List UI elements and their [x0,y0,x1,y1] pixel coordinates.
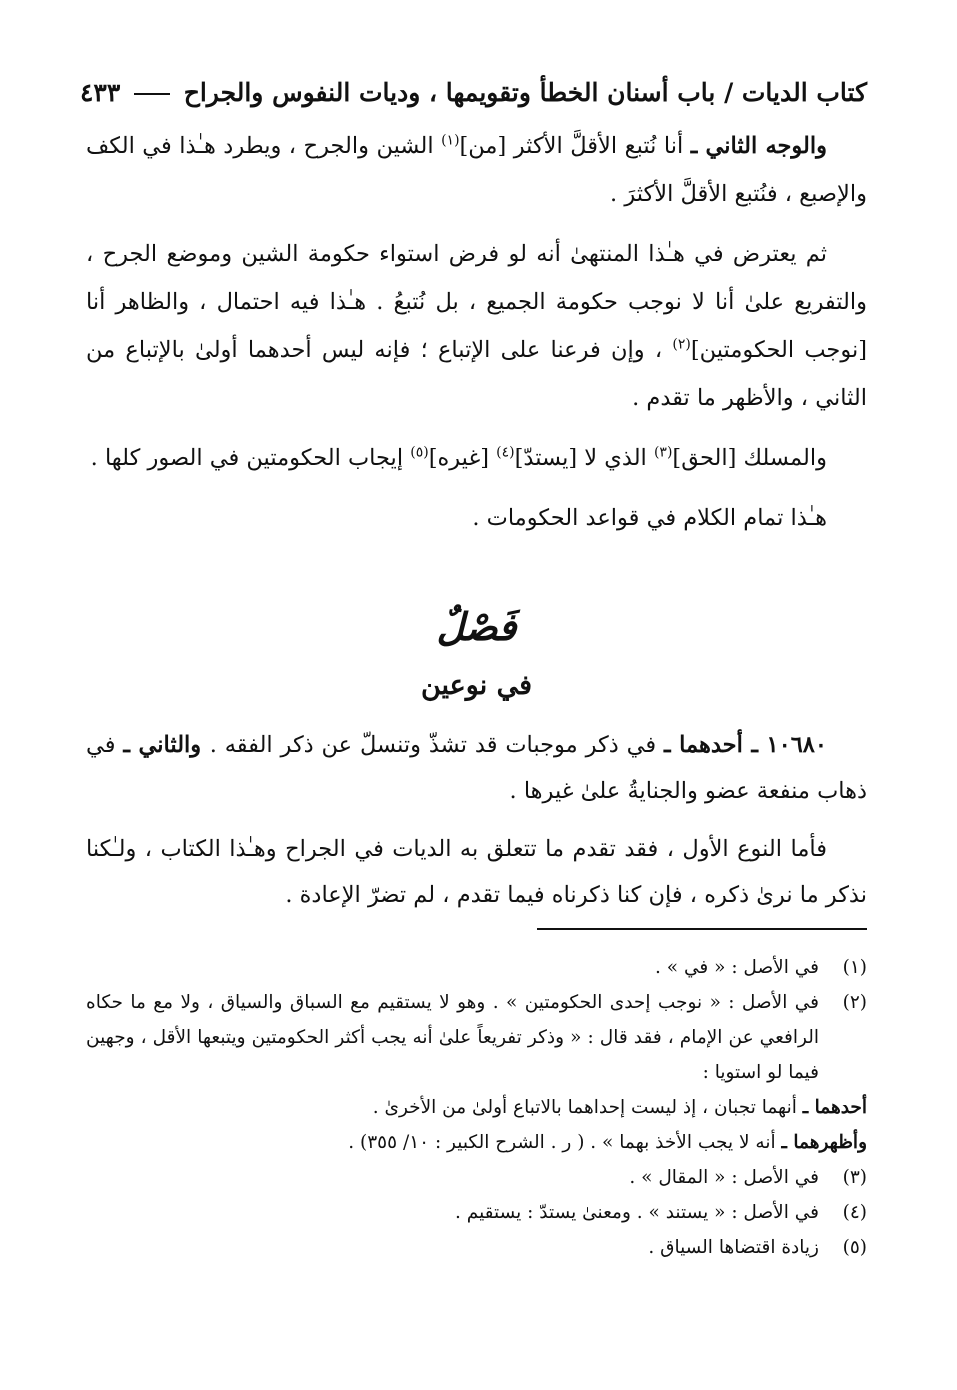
footnote-ref-3: (٣) [653,444,673,461]
footnote-2-quote [86,1090,867,1160]
quote-line-1-lead: أحدهما ـ [802,1097,867,1118]
paragraph-6: فأما النوع الأول ، فقد تقدم ما تتعلق به الديات في الجراح وهـٰذا الكتاب ، ولـٰكنا نذكر ما نرىٰ ذكره ، فإن كنا ذكرناه فيما تقدم ، لم تضرّ الإعادة . [86,836,867,908]
footnote-number: (٤) [842,1202,867,1223]
section-heading [86,592,867,706]
footnote-text: في الأصل : « في » . [655,957,819,978]
footnote-text: في الأصل : « يستند » . ومعنىٰ يستدّ : يستقيم . [455,1202,819,1223]
footnote-text: في الأصل : « نوجب إحدى الحكومتين » . وهو لا يستقيم مع السباق والسياق ، ولا مع ما حكاه الرافعي عن الإمام ، فقد قال : « وذكر تفريعاً علىٰ أنه يجب أكثر الحكومتين ويتبعها الأقل ، وجهين فيما لو استويا : [86,992,819,1083]
paragraph-3 [86,434,867,482]
paragraph-3-text-b: الذي لا [يستدّ] [514,445,654,471]
paragraph-1 [86,122,867,218]
footnote-number: (٥) [842,1237,867,1258]
footnote-text: في الأصل : « المقال » . [629,1167,819,1188]
footnote-number: (٢) [842,992,867,1013]
footnote-ref-4: (٤) [496,444,515,461]
footnote-2-quote-line-1 [86,1090,867,1125]
footnote [86,950,867,985]
paragraph-1-text-a: أنا نُتبع الأقلَّ الأكثر [من] [459,133,691,159]
paragraph-3-text-d: إيجاب الحكومتين في الصور كلها . [90,445,411,471]
paragraph-2-text-a: ثم يعترض في هـٰذا المنتهىٰ أنه لو فرض استواء حكومة الشين وموضع الجرح ، والتفريع علىٰ أنا لا نوجب حكومة الجميع ، بل نُتبعُ . هـٰذا فيه احتمال ، والظاهر أنا [نوجب الحكومتين] [86,241,867,363]
footnote [86,1230,867,1265]
section-text [86,722,867,930]
paragraph-1-text-b: الشين والجرح ، ويطرد هـٰذا في الكف والإصبع ، فنُتبع الأقلَّ الأكثرَ . [86,133,867,207]
footnote-ref-1: (١) [441,132,460,149]
header-title: كتاب الديات / باب أسنان الخطأ وتقويمها ، وديات النفوس والجراح [183,77,867,107]
footnote-number: (١) [842,957,867,978]
paragraph-1-lead: والوجه الثاني ـ [690,133,828,159]
paragraph-2-text-b: ، وإن فرعنا على الإتباع ؛ فإنه ليس أحدهما أولىٰ بالإتباع من الثاني ، والأظهر ما تقدم . [86,337,867,411]
running-header [80,72,867,112]
footnote-separator [537,928,867,930]
header-rule [134,93,169,95]
section-ornament-title: فَصْلٌ [436,604,517,649]
paragraph-5-lead-1: أحدهما ـ [664,732,752,758]
paragraph-3-text-c: [غيره] [428,445,497,471]
quote-line-2-text: أنه لا يجب الأخذ بهما » . ( ر . الشرح الكبير : ١٠/ ٣٥٥) . [348,1132,782,1153]
quote-line-1-text: أنهما تجبان ، إذ ليست إحداهما بالاتباع أولىٰ من الأخرىٰ . [372,1097,803,1118]
footnote-ref-2: (٢) [672,336,691,353]
page-number: ٤٣٣ [80,77,121,107]
footnote-number: (٣) [842,1167,867,1188]
footnote-2-quote-line-2 [86,1125,867,1160]
paragraph-4: هـٰذا تمام الكلام في قواعد الحكومات . [472,505,827,531]
quote-line-2-lead: وأظهرهما ـ [781,1132,867,1153]
footnote-text: زيادة اقتضاها السياق . [648,1237,819,1258]
paragraph-3-text-a: والمسلك [الحق] [672,445,827,471]
paragraph-5-text-a: في ذكر موجبات قد تشذّ وتنسلّ عن ذكر الفقه . [209,732,664,758]
footnote [86,1195,867,1230]
paragraph-5 [86,722,867,814]
paragraph-2 [86,230,867,422]
footnote-ref-5: (٥) [410,444,429,461]
footnotes [86,950,867,1265]
footnote [86,1160,867,1195]
main-text [86,122,867,554]
section-subtitle: في نوعين [420,670,533,701]
footnote [86,985,867,1090]
paragraph-5-number: ١٠٦٨٠ ـ [751,732,827,758]
paragraph-5-text-b: في ذهاب منفعة عضو والجنايةُ علىٰ غيرها . [86,732,867,804]
paragraph-5-lead-2: والثاني ـ [123,732,210,758]
